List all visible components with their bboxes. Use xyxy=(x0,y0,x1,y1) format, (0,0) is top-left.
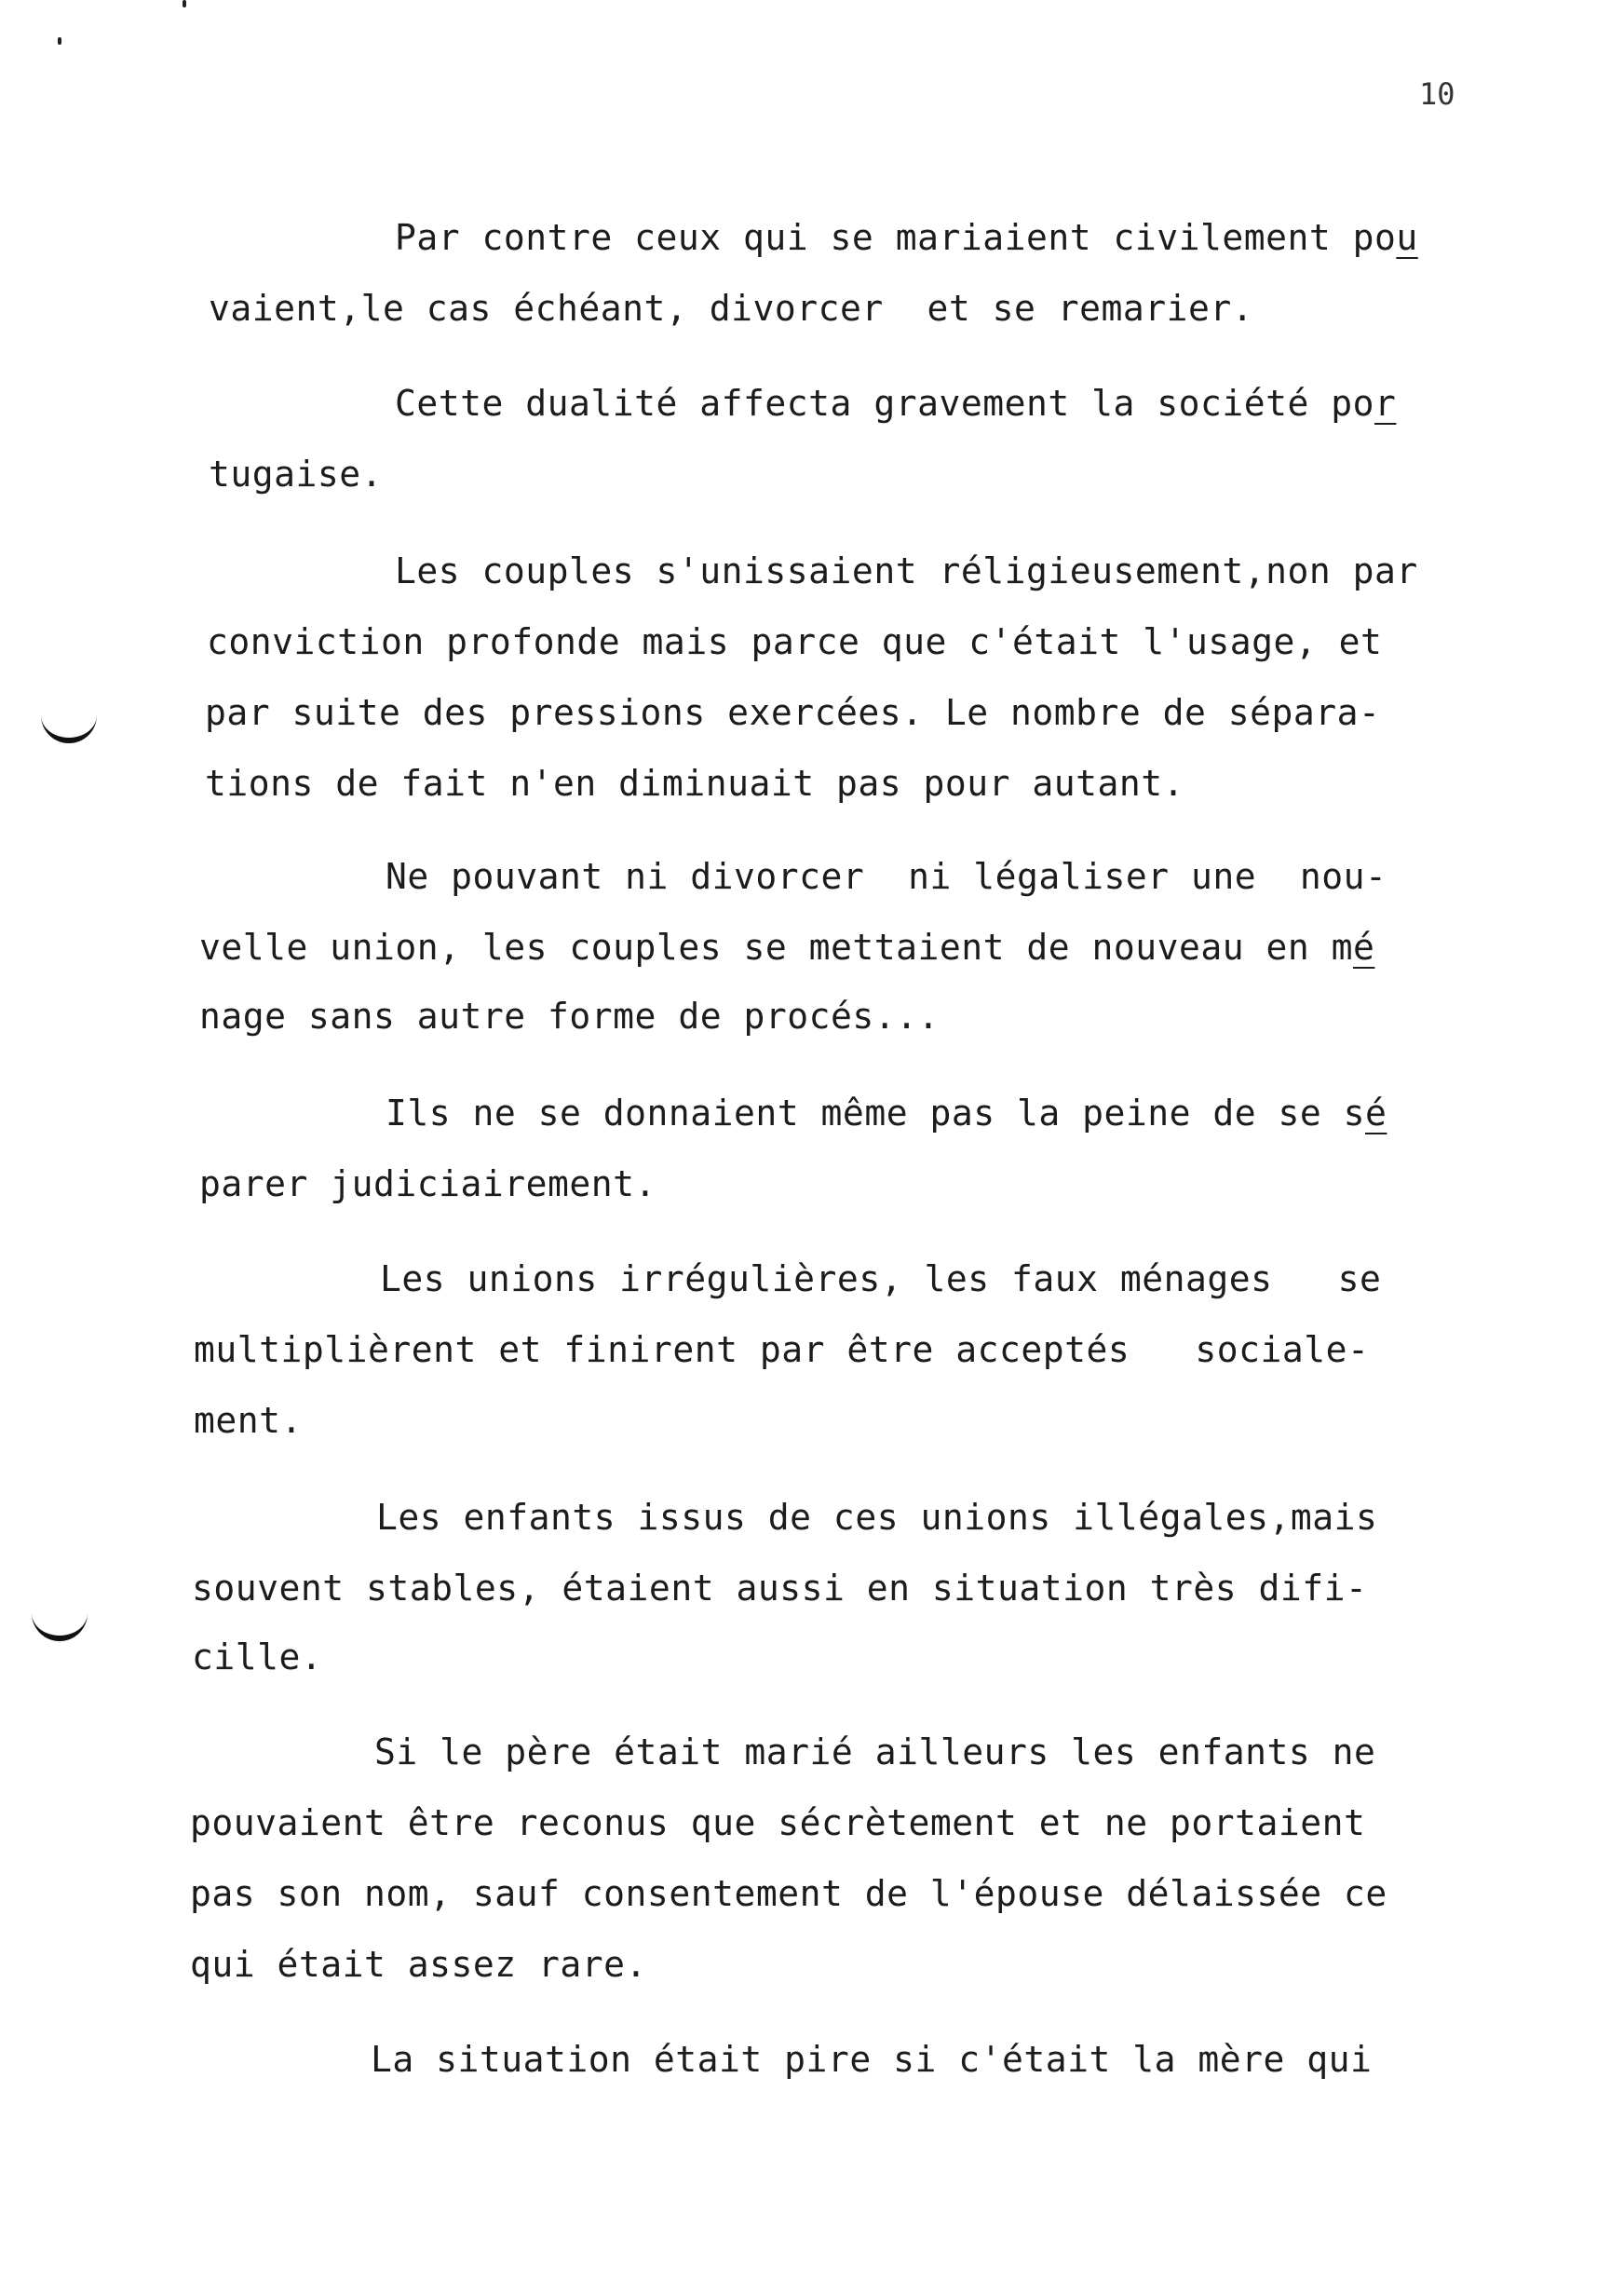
underlined-syllable: u xyxy=(1396,217,1418,258)
line-text: multiplièrent et finirent par être acceptés sociale- xyxy=(194,1329,1370,1370)
text-line xyxy=(386,855,1387,898)
text-line xyxy=(190,1801,1365,1844)
text-line xyxy=(209,287,1253,330)
text-line xyxy=(374,1731,1375,1773)
text-line xyxy=(190,1943,647,1986)
underlined-syllable: é xyxy=(1353,927,1375,968)
text-line xyxy=(192,1636,322,1678)
text-line xyxy=(190,1872,1387,1915)
line-text: Si le père était marié ailleurs les enfants ne xyxy=(374,1731,1376,1772)
text-line xyxy=(395,550,1418,592)
text-line xyxy=(199,1162,656,1205)
scan-mark-bottom xyxy=(32,1608,88,1641)
text-line xyxy=(205,691,1380,734)
text-line xyxy=(194,1399,303,1442)
text-line xyxy=(395,382,1396,425)
line-text: Les unions irrégulières, les faux ménages se xyxy=(380,1258,1382,1299)
page-number: 10 xyxy=(1419,76,1455,112)
text-line xyxy=(194,1328,1369,1371)
text-line xyxy=(192,1567,1367,1609)
line-text: cille. xyxy=(192,1636,323,1677)
text-line xyxy=(205,762,1184,805)
line-text: conviction profonde mais parce que c'était l'usage, et xyxy=(207,621,1383,662)
text-line xyxy=(371,2038,1372,2081)
line-text: qui était assez rare. xyxy=(190,1944,647,1985)
line-text: La situation était pire si c'était la mère qui xyxy=(371,2039,1373,2080)
line-text: Cette dualité affecta gravement la société po xyxy=(395,383,1375,424)
line-text: souvent stables, étaient aussi en situation très difi- xyxy=(192,1568,1368,1609)
line-text: pas son nom, sauf consentement de l'épouse délaissée ce xyxy=(190,1873,1387,1914)
text-line xyxy=(386,1092,1387,1134)
line-text: nage sans autre forme de procés... xyxy=(199,996,940,1037)
line-text: Par contre ceux qui se mariaient civilement po xyxy=(395,217,1397,258)
line-text: ment. xyxy=(194,1400,303,1441)
text-line xyxy=(199,926,1374,969)
scan-speck-2 xyxy=(58,37,61,45)
line-text: pouvaient être reconus que sécrètement et ne portaient xyxy=(190,1802,1366,1843)
line-text: tugaise. xyxy=(209,454,384,495)
text-line xyxy=(207,620,1382,663)
line-text: Les couples s'unissaient réligieusement,non par xyxy=(395,550,1418,591)
line-text: velle union, les couples se mettaient de nouveau en m xyxy=(199,927,1354,968)
text-line xyxy=(376,1496,1377,1539)
line-text: parer judiciairement. xyxy=(199,1163,656,1204)
text-line xyxy=(395,216,1418,259)
underlined-syllable: é xyxy=(1365,1093,1387,1134)
text-line xyxy=(199,995,940,1038)
scan-mark-top xyxy=(41,710,97,743)
line-text: par suite des pressions exercées. Le nombre de sépara- xyxy=(205,692,1381,733)
line-text: Ils ne se donnaient même pas la peine de se s xyxy=(386,1093,1366,1134)
text-line xyxy=(209,453,383,496)
underlined-syllable: r xyxy=(1374,383,1397,424)
line-text: tions de fait n'en diminuait pas pour autant. xyxy=(205,763,1185,804)
text-line xyxy=(380,1257,1381,1300)
line-text: Ne pouvant ni divorcer ni légaliser une nou- xyxy=(386,856,1387,897)
line-text: Les enfants issus de ces unions illégales,mais xyxy=(376,1497,1378,1538)
line-text: vaient,le cas échéant, divorcer et se remarier. xyxy=(209,288,1254,329)
scan-speck-1 xyxy=(183,0,186,7)
